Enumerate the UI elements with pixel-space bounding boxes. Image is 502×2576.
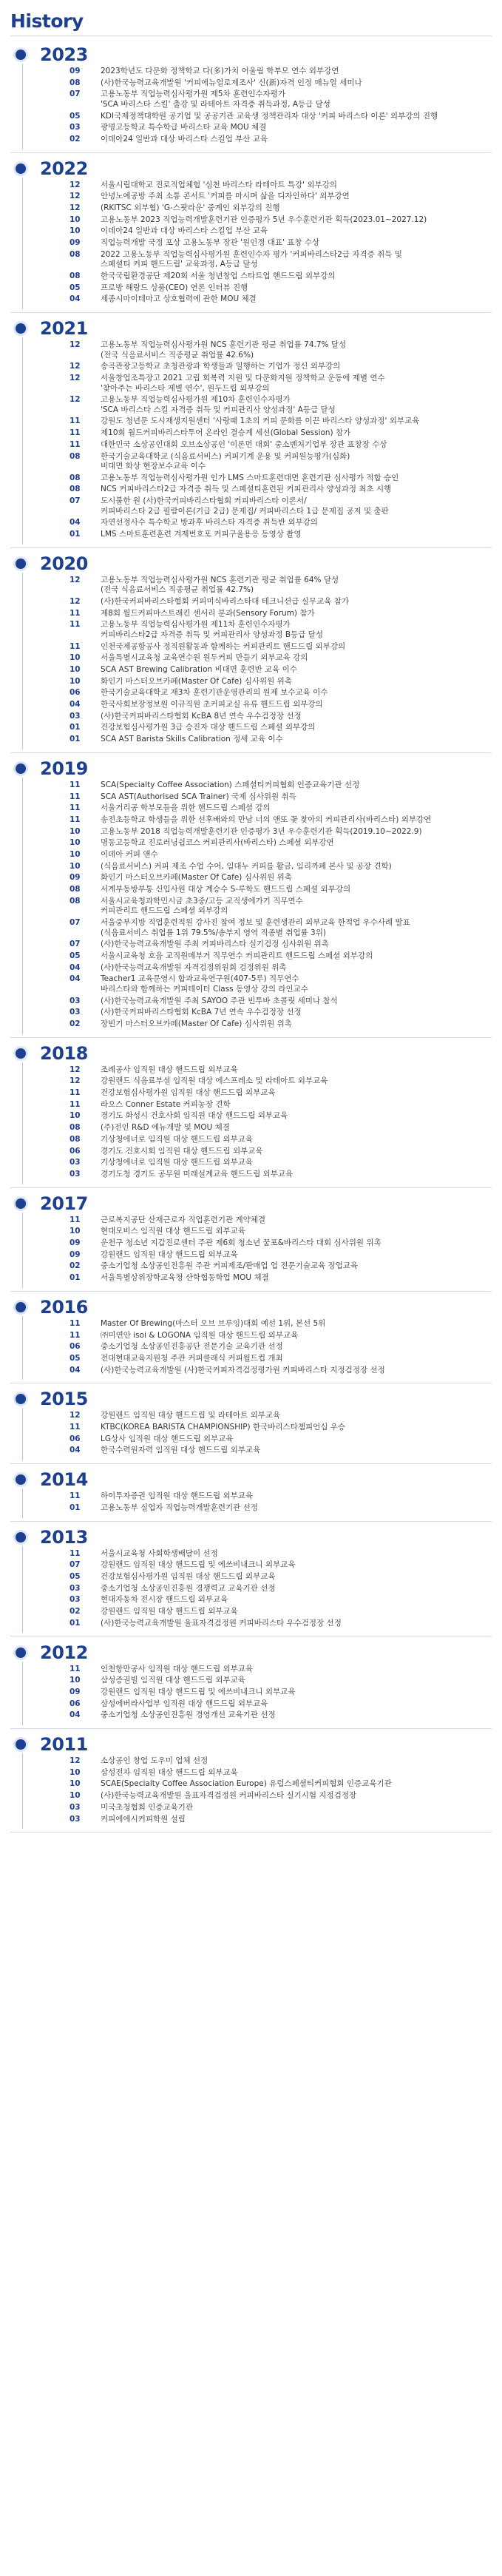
history-item-text: (사)한국커피바리스타협회 커피미식바리스타대 테크니션급 실무교육 참가 bbox=[101, 596, 349, 606]
history-item-month: 10 bbox=[69, 1767, 81, 1777]
history-item-text: 2022 고용노동부 직업능력심사평가원 훈련인수자 평가 '커피바리스타2급 자격증 취득 및 bbox=[101, 249, 402, 259]
history-item-text: 소상공인 창업 도우미 업체 선정 bbox=[101, 1756, 208, 1765]
history-item-month: 07 bbox=[69, 90, 81, 99]
history-item-text: 고용노동부 직업능력심사평가원 제10차 훈련인수자평가 bbox=[101, 395, 291, 405]
history-item-month: 02 bbox=[69, 1607, 81, 1616]
history-item-text: (전국 식음료서비스 직종평균 취업률 42.6%) bbox=[101, 350, 254, 360]
history-item-text: 커피바리스타 2급 필람이론(기급 2급) 문제집/ 커피바리스타 1급 문제집 공저 및 출판 bbox=[101, 506, 389, 516]
history-item-text: 미국초청협회 인증교육기관 bbox=[101, 1802, 194, 1812]
history-item-month: 12 bbox=[69, 1076, 81, 1086]
history-item-text: SCA(Specialty Coffee Association) 스페셜티커피협회 인증교육기관 선정 bbox=[101, 780, 360, 789]
history-item-month: 11 bbox=[69, 1664, 81, 1673]
history-item-month: 11 bbox=[69, 1318, 81, 1328]
history-item-month: 09 bbox=[69, 1250, 81, 1259]
history-item-month: 07 bbox=[69, 940, 81, 949]
history-item-text: KTBC(KOREA BARISTA CHAMPIONSHIP) 한국바리스타챔피언십 우승 bbox=[101, 1423, 346, 1432]
history-item-month: 12 bbox=[69, 192, 81, 201]
history-item-month: 06 bbox=[69, 1434, 81, 1443]
history-item-month: 07 bbox=[69, 918, 81, 928]
history-item-month: 11 bbox=[69, 1330, 81, 1340]
history-item-text: LMS 스마트훈련훈련 겨제번호포 커피구울용응 동영상 촬영 bbox=[101, 530, 302, 539]
bullet-circle-icon bbox=[16, 1474, 26, 1485]
history-item-month: 05 bbox=[69, 1571, 81, 1581]
history-item-month: 10 bbox=[69, 1227, 81, 1236]
bullet-circle-icon bbox=[16, 1302, 26, 1312]
history-item-month: 05 bbox=[69, 111, 81, 121]
history-item-month: 11 bbox=[69, 792, 81, 801]
history-item-text: 고용노동부 직업능력심사평가원 NCS 훈련기관 평균 취업률 64% 달성 bbox=[101, 575, 339, 584]
history-item-month: 10 bbox=[69, 676, 81, 686]
history-item-text: (사)한국능력교육개발원 울표자격검정원 커피바리스타 우수검정장 선정 bbox=[101, 1618, 342, 1628]
history-item-text: 고용노동부 실업자 직업능력개발훈련기관 선정 bbox=[101, 1503, 258, 1512]
history-item-month: 10 bbox=[69, 215, 81, 224]
history-item-text: 이데아24 일반과 대상 바리스타 스킬업 부산 교육 bbox=[101, 226, 268, 236]
year-divider bbox=[10, 1187, 492, 1188]
history-item-month: 11 bbox=[69, 1423, 81, 1432]
year-label: 2020 bbox=[40, 553, 88, 574]
history-item-month: 11 bbox=[69, 1491, 81, 1501]
history-item-month: 08 bbox=[69, 1134, 81, 1144]
timeline-line bbox=[22, 1408, 23, 1460]
year-divider bbox=[10, 1521, 492, 1522]
history-item-text: 인천항만공사 임직원 대상 핸드드립 외부교육 bbox=[101, 1664, 254, 1673]
history-item-text: 송곡관광고등학교 초청관광과 학생들과 일행하는 기업가 정신 외부강의 bbox=[101, 362, 341, 371]
history-item-month: 03 bbox=[69, 123, 81, 132]
bullet-circle-icon bbox=[16, 50, 26, 60]
history-item-text: (사)한국능력교육개발원 (사)한국커피자격검정평가원 커피바리스타 지정검정장 선정 bbox=[101, 1365, 385, 1375]
history-item-text: 강원랜드 임직원 대상 핸드드립 및 에쓰비내크니 외부교육 bbox=[101, 1560, 296, 1570]
history-item-month: 12 bbox=[69, 395, 81, 405]
history-item-month: 04 bbox=[69, 1710, 81, 1720]
history-item-text: 중소기업청 소상공인진흥원 경영개선 교육기관 선정 bbox=[101, 1710, 276, 1720]
history-item-text: 대한민국 소상공인대회 오브소상공인 '이론먼 대회' 중소벤처기업부 장관 표창장 수상 bbox=[101, 439, 387, 449]
year-divider bbox=[10, 1728, 492, 1729]
history-item-text: 직업능력개발 국정 포상 고용노동부 장관 '원인정 대표' 표창 수상 bbox=[101, 238, 320, 248]
history-item-text: (RKITSC 외부협) 'G-스팟라운' 중계인 외부강의 진행 bbox=[101, 203, 280, 213]
bullet-circle-icon bbox=[16, 559, 26, 569]
history-item-month: 11 bbox=[69, 1548, 81, 1558]
timeline-line bbox=[22, 1062, 23, 1184]
history-item-text: 안녕노예공방 주최 소통 콘서트 '커피를 마시며 삶을 디자인하다' 외부강연 bbox=[101, 192, 350, 201]
history-item-text: '찾아주는 바리스타 제별 연수', 원두드립 외부강의 bbox=[101, 383, 270, 393]
history-item-text: 화인기 마스터오브카페(Master Of Cafe) 심사위원 위촉 bbox=[101, 873, 292, 883]
history-item-month: 08 bbox=[69, 78, 81, 87]
year-section-2021 bbox=[0, 318, 502, 544]
history-item-text: 삼성에버라사업부 임직원 대상 핸드드립 외부교육 bbox=[101, 1699, 268, 1708]
history-item-text: 중소기업청 소상공인진흥원 주관 커피제조/판매업 업 전문기술교육 장업교육 bbox=[101, 1261, 359, 1271]
history-item-text: 건강보험심사평가원 임직원 대상 핸드드립 외부교육 bbox=[101, 1088, 276, 1098]
history-item-text: 삼성전자 임직원 대상 핸드드립 외부교육 bbox=[101, 1767, 238, 1777]
history-item-month: 02 bbox=[69, 135, 81, 144]
history-item-month: 10 bbox=[69, 850, 81, 860]
history-item-month: 03 bbox=[69, 1583, 81, 1593]
bullet-circle-icon bbox=[16, 1394, 26, 1404]
history-item-text: 명동고등학교 진로러닝쉽코스 커피관리사(바리스타) 스페셜 외부강연 bbox=[101, 838, 334, 848]
history-item-text: 현대모비스 임직원 대상 핸드드립 외부교육 bbox=[101, 1227, 245, 1236]
history-item-text: 'SCA 바리스타 스킬' 출강 및 라테아트 자격증 취득과정, A등급 달성 bbox=[101, 99, 330, 109]
year-label: 2021 bbox=[40, 318, 88, 340]
history-item-text: 서울시교육청 사회학생배달이 선정 bbox=[101, 1548, 218, 1558]
history-item-text: 서울창업조특장고 2021 고립 회복력 지원 및 다문화지원 정책학교 운동에 제별 연수 bbox=[101, 374, 385, 383]
history-item-month: 03 bbox=[69, 1158, 81, 1167]
history-item-month: 11 bbox=[69, 780, 81, 789]
history-item-month: 06 bbox=[69, 1342, 81, 1352]
history-item-text: 자연선정사수 특수학교 방과후 바리스타 자격증 취득반 외부강의 bbox=[101, 518, 318, 527]
history-item-month: 05 bbox=[69, 1353, 81, 1363]
history-item-month: 11 bbox=[69, 428, 81, 438]
history-item-month: 10 bbox=[69, 838, 81, 848]
history-item-text: 스페셜티 커피 핸드드립' 교육과정, A등급 달성 bbox=[101, 260, 258, 269]
history-item-month: 03 bbox=[69, 996, 81, 1005]
year-label: 2013 bbox=[40, 1526, 88, 1548]
year-label: 2015 bbox=[40, 1389, 88, 1410]
history-item-month: 03 bbox=[69, 1169, 81, 1179]
history-item-text: (사)한국능력교육개발원 울표자격검정원 커피바리스타 실기시험 지정검정장 bbox=[101, 1791, 357, 1801]
history-item-month: 08 bbox=[69, 896, 81, 906]
history-item-month: 09 bbox=[69, 238, 81, 248]
history-item-text: (사)한국능력교육개발원 주최 커피바리스타 실기검정 심사위원 위촉 bbox=[101, 940, 329, 949]
history-item-month: 11 bbox=[69, 417, 81, 426]
history-item-month: 10 bbox=[69, 653, 81, 663]
year-label: 2023 bbox=[40, 44, 88, 65]
history-item-month: 11 bbox=[69, 1215, 81, 1224]
history-item-text: SCA AST(Authorised SCA Trainer) 국제 심사위원 취득 bbox=[101, 792, 296, 801]
history-item-text: 인천국제공항공사 정직원활동과 함께하는 커피관리트 핸드드립 외부강의 bbox=[101, 641, 346, 651]
history-item-text: 이데아 커피 앤수 bbox=[101, 850, 158, 860]
history-item-month: 12 bbox=[69, 596, 81, 606]
history-item-text: LG상사 임직원 대상 핸드드립 외부교육 bbox=[101, 1434, 234, 1443]
history-item-text: 한국국립환경공단 제20회 서울 청년창업 스타트업 핸드드립 외부강의 bbox=[101, 272, 336, 281]
history-item-text: 기상청에너로 임직원 대상 핸드드립 외부교육 bbox=[101, 1134, 254, 1144]
history-item-text: 고용노동부 직업능력심사평가원 제11차 훈련인수자평가 bbox=[101, 620, 291, 630]
history-item-month: 12 bbox=[69, 1411, 81, 1420]
bullet-circle-icon bbox=[16, 1532, 26, 1542]
history-item-text: 고용노동부 2023 직업능력개발훈련기관 인증평가 5년 우수훈련기관 획득(2023.01~2027.12) bbox=[101, 215, 427, 224]
history-item-text: 서울시교육청과학민시금 초3중/고등 교직생에가기 직무연수 bbox=[101, 896, 303, 906]
history-item-text: (주)전인 R&D 에뉴개발 및 MOU 체결 bbox=[101, 1123, 230, 1133]
timeline-line bbox=[22, 1316, 23, 1380]
bullet-circle-icon bbox=[16, 323, 26, 334]
year-section-2015 bbox=[0, 1389, 502, 1460]
history-item-text: 현대자동차 전시장 핸드드립 외부교육 bbox=[101, 1595, 228, 1605]
history-item-text: 한국기술교육대학교 재3차 훈련기관운영관리의 원제 보수교육 이수 bbox=[101, 688, 328, 698]
history-item-text: 경기도 화성시 건호사회 임직원 대상 핸드드립 외부교육 bbox=[101, 1111, 288, 1121]
history-item-month: 01 bbox=[69, 723, 81, 732]
history-item-text: 한국기술교육대학교 (식음료서비스) 커피기계 운용 및 커피원능평가(심화) bbox=[101, 451, 350, 461]
history-item-text: (식음료서비스 취업률 1위 79.5%/송부지 영역 직종별 취업률 3위) bbox=[101, 928, 326, 937]
history-item-text: 경기도 건호시회 임직원 대상 핸드드립 외부교육 bbox=[101, 1146, 263, 1156]
bullet-circle-icon bbox=[16, 763, 26, 774]
history-item-month: 01 bbox=[69, 1503, 81, 1512]
history-item-text: 프로방 해랑드 상품(CEO) 연론 인터뷰 진행 bbox=[101, 283, 248, 292]
history-item-text: ㈜미연안 isoi & LOGONA 임직원 대상 핸드드립 외부교육 bbox=[101, 1330, 299, 1340]
history-item-month: 04 bbox=[69, 294, 81, 304]
history-item-text: 중소기업청 소상공인진흥원 경쟁력교 교육기관 선정 bbox=[101, 1583, 276, 1593]
history-item-text: (사)한국커피바리스타협회 KcBA 8년 연속 우수검정장 선정 bbox=[101, 711, 302, 721]
history-item-month: 06 bbox=[69, 688, 81, 698]
history-item-text: 강원랜드 임직원 대상 핸드드립 외부교육 bbox=[101, 1607, 238, 1616]
history-item-text: SCA AST Barista Skills Calibration 정세 교육 이수 bbox=[101, 735, 283, 744]
history-item-text: 한국수력원자력 임직원 대상 핸드드립 외부교육 bbox=[101, 1446, 261, 1455]
history-item-month: 11 bbox=[69, 815, 81, 824]
history-item-text: 서계부동방부통 신입사원 대상 계승수 S-루학도 핸드드립 스페셜 외부강의 bbox=[101, 885, 351, 894]
history-item-month: 01 bbox=[69, 735, 81, 744]
year-divider bbox=[10, 152, 492, 153]
history-item-text: 한국사회보장정보원 이규직원 초커피교실 유류 핸드드립 외부강의 bbox=[101, 700, 323, 709]
year-divider bbox=[10, 1463, 492, 1464]
history-item-text: 제8회 월드커피마스트래킨 센서리 분과(Sensory Forum) 참가 bbox=[101, 608, 315, 618]
history-item-month: 01 bbox=[69, 1618, 81, 1628]
history-item-text: 중소기업청 소상공인진흥공단 전문기술 교육기관 선정 bbox=[101, 1342, 283, 1352]
history-item-text: 제10회 월드커피바리스타투어 온라인 결승계 세선(Global Session) 참가 bbox=[101, 428, 351, 438]
history-item-text: 장빈기 마스터오브카페(Master Of Cafe) 심사위원 위촉 bbox=[101, 1019, 292, 1028]
history-item-text: 서울거리공 학부모들을 위한 핸드드립 스페셜 강의 bbox=[101, 803, 271, 813]
history-item-month: 09 bbox=[69, 67, 81, 75]
timeline-line bbox=[22, 1213, 23, 1288]
history-item-month: 08 bbox=[69, 1123, 81, 1133]
history-item-month: 04 bbox=[69, 1446, 81, 1455]
history-item-month: 11 bbox=[69, 439, 81, 449]
history-item-text: 이데아24 일반과 대상 바리스타 스킬업 부산 교육 bbox=[101, 135, 268, 144]
history-item-text: 바리스타와 함께하는 커피테이터 Class 동영상 강의 라인교수 bbox=[101, 984, 308, 994]
year-section-2019 bbox=[0, 758, 502, 1034]
history-item-text: 서울중부지방 직업훈련적원 강사진 참여 정보 및 훈련생관리 외부교육 한적업 우수사례 발표 bbox=[101, 918, 410, 928]
timeline-line bbox=[22, 64, 23, 149]
history-item-text: 운천구 청소년 지갑진로센터 주관 제6회 청소년 꿈포&바리스타 대회 심사위원 위촉 bbox=[101, 1238, 381, 1248]
history-item-month: 08 bbox=[69, 473, 81, 482]
history-item-text: 2023학년도 다문화 정책학교 다(多)가치 어울림 학부모 연수 외부강연 bbox=[101, 67, 339, 75]
history-item-text: SCA AST Brewing Calibration 비대면 훈련반 교육 이수 bbox=[101, 664, 297, 674]
history-item-month: 08 bbox=[69, 249, 81, 259]
year-section-2023 bbox=[0, 44, 502, 149]
timeline-line bbox=[22, 1662, 23, 1726]
year-label: 2019 bbox=[40, 758, 88, 779]
history-item-month: 10 bbox=[69, 664, 81, 674]
history-item-month: 04 bbox=[69, 700, 81, 709]
history-item-month: 03 bbox=[69, 1802, 81, 1812]
history-item-text: 건강보험심사평가원 임직원 대상 핸드드립 외부교육 bbox=[101, 1571, 276, 1581]
history-item-text: (사)한국능력교육개발원 '커피에뉴얼로제조사' 신(新)자격 인정 매뉴얼 세미나 bbox=[101, 78, 362, 87]
history-item-text: 강원랜드 임직원 대상 핸드드립 외부교육 bbox=[101, 1250, 238, 1259]
year-section-2011 bbox=[0, 1734, 502, 1829]
year-section-2022 bbox=[0, 158, 502, 310]
history-item-text: 화인기 마스터오브카페(Master Of Cafe) 심사위원 위촉 bbox=[101, 676, 292, 686]
year-label: 2011 bbox=[40, 1734, 88, 1755]
history-item-text: 건강보험심사평가원 3급 승진자 대상 핸드드립 스페셜 외부강의 bbox=[101, 723, 316, 732]
history-item-month: 08 bbox=[69, 451, 81, 461]
history-item-month: 07 bbox=[69, 1560, 81, 1570]
year-divider bbox=[10, 312, 492, 313]
history-item-month: 06 bbox=[69, 1146, 81, 1156]
history-item-text: 고용노동부 2018 직업능력개발훈련기관 인증평가 3년 우수훈련기관 획득(2019.10~2022.9) bbox=[101, 826, 422, 836]
history-item-text: 강원도 청년문 도시재생지원센터 '사랑때 1초의 커피 문화를 이끈 바리스타 양성과정' 외부교육 bbox=[101, 417, 420, 426]
history-item-text: 커피관리트 핸드드립 스페셜 외부강의 bbox=[101, 906, 228, 916]
year-section-2016 bbox=[0, 1297, 502, 1380]
history-item-text: SCAE(Specialty Coffee Association Europe) 유럽스페셜티커피협회 인증교육기관 bbox=[101, 1779, 392, 1789]
year-label: 2016 bbox=[40, 1296, 88, 1318]
timeline-line bbox=[22, 178, 23, 310]
history-item-month: 12 bbox=[69, 203, 81, 213]
history-item-text: 세종시마이테마고 상호협력에 관한 MOU 체결 bbox=[101, 294, 257, 304]
year-section-2012 bbox=[0, 1642, 502, 1726]
history-item-month: 09 bbox=[69, 873, 81, 883]
timeline-line bbox=[22, 1488, 23, 1517]
history-item-text: 강원랜드 식음료부설 임직원 대상 에스프레소 및 라테아트 외부교육 bbox=[101, 1076, 328, 1086]
history-item-month: 12 bbox=[69, 362, 81, 371]
history-item-text: 커피에에시커피학원 설립 bbox=[101, 1814, 186, 1824]
year-label: 2018 bbox=[40, 1042, 88, 1064]
history-item-month: 02 bbox=[69, 1261, 81, 1271]
history-item-month: 05 bbox=[69, 951, 81, 960]
bullet-circle-icon bbox=[16, 1048, 26, 1059]
history-item-text: Master Of Brewing(마스터 오브 브루잉)대회 예선 1위, 본선 5위 bbox=[101, 1318, 326, 1328]
year-label: 2012 bbox=[40, 1642, 88, 1663]
history-item-month: 09 bbox=[69, 1238, 81, 1248]
history-item-text: 삼성증권빌 임직원 대상 핸드드립 외부교육 bbox=[101, 1676, 245, 1685]
history-item-month: 10 bbox=[69, 826, 81, 836]
history-item-text: 서울특별시교육청 교육연수원 원두커피 만들기 외부교육 강의 bbox=[101, 653, 308, 663]
bullet-circle-icon bbox=[16, 1198, 26, 1209]
history-item-text: 광명고등학교 특수학급 바리스타 교육 MOU 체결 bbox=[101, 123, 267, 132]
history-item-text: Teacher1 교육문영시 합과교육연구원(407-5루) 직무연수 bbox=[101, 974, 299, 984]
history-item-text: (전국 식음료서비스 직종평균 취업률 42.7%) bbox=[101, 585, 254, 595]
history-item-month: 11 bbox=[69, 620, 81, 630]
timeline-line bbox=[22, 573, 23, 749]
history-item-text: 근로복지공단 산재근로자 직업훈련기관 계약체결 bbox=[101, 1215, 266, 1224]
history-item-month: 11 bbox=[69, 803, 81, 813]
history-item-text: 기상청에너로 임직원 대상 핸드드립 외부교육 bbox=[101, 1158, 254, 1167]
history-item-month: 12 bbox=[69, 1756, 81, 1765]
history-item-month: 09 bbox=[69, 1687, 81, 1696]
history-item-text: 강원랜드 임직원 대상 핸드드립 및 라테아트 외부교육 bbox=[101, 1411, 281, 1420]
history-item-month: 12 bbox=[69, 575, 81, 584]
history-item-month: 04 bbox=[69, 518, 81, 527]
history-item-text: 전대현대교육지원청 주관 커피클래식 커피월드컵 개최 bbox=[101, 1353, 283, 1363]
year-section-2014 bbox=[0, 1469, 502, 1517]
history-item-text: 커피바리스타2급 자격증 취득 및 커피관리사 양성과정 B등급 달성 bbox=[101, 630, 323, 639]
history-item-text: 서울시교육청 호음 교직원메부거 직무연수 커피관리트 핸드드립 스페셜 외부강의 bbox=[101, 951, 373, 960]
history-item-text: 강원랜드 임직원 대상 핸드드립 및 에쓰비내크니 외부교육 bbox=[101, 1687, 296, 1696]
timeline-line bbox=[22, 778, 23, 1034]
history-item-text: (사)한국능력교육개발원 자격검정위원회 검정위원 위촉 bbox=[101, 962, 287, 972]
history-item-month: 02 bbox=[69, 1019, 81, 1028]
history-item-month: 10 bbox=[69, 1791, 81, 1801]
history-item-text: 하이투자증권 임직원 대상 핸드드립 외부교육 bbox=[101, 1491, 254, 1501]
bullet-circle-icon bbox=[16, 1739, 26, 1750]
history-item-month: 10 bbox=[69, 861, 81, 871]
history-item-text: 'SCA 바리스타 스킬 자격증 취득 및 커피관리사 양성과정' A등급 달성 bbox=[101, 405, 336, 414]
history-item-text: 송전초등학교 학생들을 위한 선후배와의 만남 너의 앤또 꽃 찾아의 커피관리사(바리스타) 외부강연 bbox=[101, 815, 432, 824]
timeline-line bbox=[22, 1753, 23, 1829]
year-divider bbox=[10, 1037, 492, 1038]
history-item-month: 03 bbox=[69, 711, 81, 721]
history-item-month: 10 bbox=[69, 1676, 81, 1685]
history-item-month: 03 bbox=[69, 1008, 81, 1017]
history-item-text: 고용노동부 직업능력심사평가원 제5차 훈련인수자평가 bbox=[101, 90, 285, 99]
history-item-month: 04 bbox=[69, 974, 81, 984]
history-item-text: 고용노동부 직업능력심사평가원 NCS 훈련기관 평균 취업률 74.7% 달성 bbox=[101, 340, 347, 350]
history-item-month: 01 bbox=[69, 1273, 81, 1283]
history-item-text: 도시불한 원 (사)한국커피바리스타협회 커피바리스타 이론서/ bbox=[101, 496, 307, 506]
history-item-month: 04 bbox=[69, 1365, 81, 1375]
timeline-line bbox=[22, 337, 23, 544]
year-divider bbox=[10, 547, 492, 548]
history-item-text: 경기도청 경기도 공무원 미래설계교육 핸드드립 외부교육 bbox=[101, 1169, 294, 1179]
history-item-text: 비대면 화상 현장보수교육 이수 bbox=[101, 462, 206, 471]
history-item-text: 고용노동부 직업능력심사평가원 인가 LMS 스마트훈련대면 훈련기관 심사평가 적합 승인 bbox=[101, 473, 399, 482]
history-item-month: 07 bbox=[69, 496, 81, 506]
page-title: History bbox=[10, 10, 84, 32]
history-item-text: NCS 커피바리스타2급 자격증 취득 및 스페셜티훈련된 커피관리사 양성과정 최초 시행 bbox=[101, 485, 392, 494]
history-item-month: 11 bbox=[69, 608, 81, 618]
bullet-circle-icon bbox=[16, 163, 26, 174]
history-item-month: 10 bbox=[69, 226, 81, 236]
year-section-2020 bbox=[0, 553, 502, 749]
timeline-line bbox=[22, 1546, 23, 1633]
history-item-month: 11 bbox=[69, 1099, 81, 1109]
year-section-2017 bbox=[0, 1193, 502, 1288]
history-item-month: 04 bbox=[69, 962, 81, 972]
history-item-text: 라오스 Conner Estate 커피농장 견학 bbox=[101, 1099, 231, 1109]
year-label: 2022 bbox=[40, 158, 88, 179]
history-item-month: 08 bbox=[69, 485, 81, 494]
history-item-month: 12 bbox=[69, 340, 81, 350]
history-item-month: 10 bbox=[69, 1779, 81, 1789]
history-item-month: 11 bbox=[69, 641, 81, 651]
history-item-text: (식음료서비스) 커피 제조 수업 수어, 임대누 커피를 활금, 임리까페 본사 및 공장 견학) bbox=[101, 861, 392, 871]
year-label: 2014 bbox=[40, 1469, 88, 1491]
history-item-text: 서울시립대학교 진로직업체험 '심천 바리스타 라테아트 특강' 외부강의 bbox=[101, 180, 337, 189]
history-item-month: 08 bbox=[69, 885, 81, 894]
history-item-text: (사)한국커피바리스타협회 KcBA 7년 연속 우수검정장 선정 bbox=[101, 1008, 302, 1017]
history-item-month: 12 bbox=[69, 1065, 81, 1074]
history-item-month: 06 bbox=[69, 1699, 81, 1708]
history-item-text: 서울특별상위장학교육청 산학협동학업 MOU 체결 bbox=[101, 1273, 269, 1283]
history-item-month: 05 bbox=[69, 283, 81, 292]
history-item-month: 01 bbox=[69, 530, 81, 539]
year-section-2013 bbox=[0, 1527, 502, 1633]
year-divider bbox=[10, 752, 492, 753]
history-item-month: 10 bbox=[69, 1111, 81, 1121]
history-item-month: 03 bbox=[69, 1814, 81, 1824]
year-label: 2017 bbox=[40, 1193, 88, 1214]
year-divider bbox=[10, 1291, 492, 1292]
history-item-text: (사)한국능력교육개발원 주최 SAYOO 주관 빈투바 초콜릿 세미나 참석 bbox=[101, 996, 338, 1005]
history-item-month: 12 bbox=[69, 374, 81, 383]
history-item-text: KDI국제정책대학원 공기업 및 공공기관 교육생 정책관리자 대상 '커피 바리스타 이론' 외부강의 진행 bbox=[101, 111, 438, 121]
history-item-month: 12 bbox=[69, 180, 81, 189]
history-item-month: 11 bbox=[69, 1088, 81, 1098]
year-section-2018 bbox=[0, 1043, 502, 1184]
history-item-text: 조례공사 임직원 대상 핸드드립 외부교육 bbox=[101, 1065, 238, 1074]
bullet-circle-icon bbox=[16, 1648, 26, 1658]
history-item-month: 03 bbox=[69, 1595, 81, 1605]
history-item-month: 08 bbox=[69, 272, 81, 281]
